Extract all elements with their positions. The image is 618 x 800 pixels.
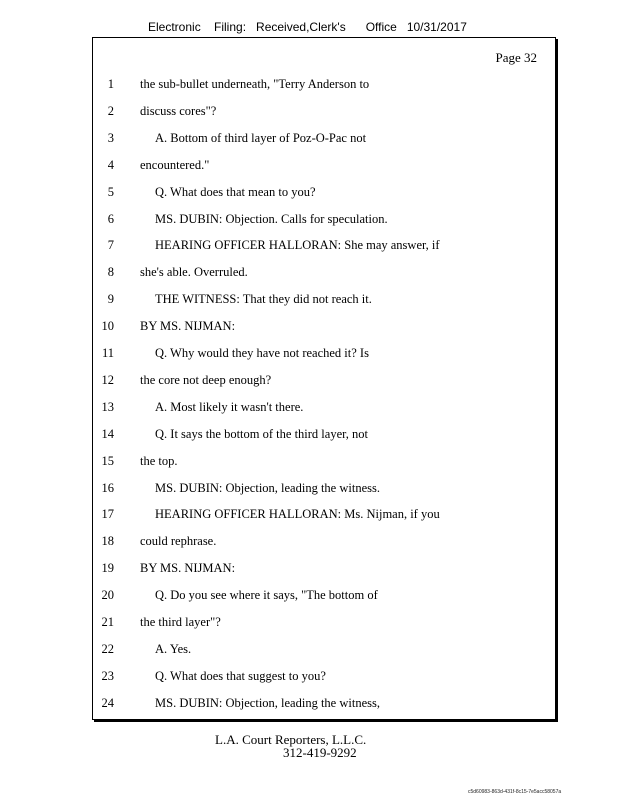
transcript-line (93, 480, 533, 496)
transcript-line (93, 184, 533, 200)
transcript-line (93, 668, 533, 684)
transcript-line (93, 291, 533, 307)
line-text: Q. It says the bottom of the third layer, not (155, 426, 369, 441)
line-text: BY MS. NIJMAN: (140, 561, 236, 576)
line-text: MS. DUBIN: Objection, leading the witness, (155, 695, 380, 710)
line-number: 23 (101, 668, 114, 683)
filing-stamp-header: Electronic Filing: Received,Clerk's Office 10/31/2017 (148, 20, 467, 34)
transcript-line (93, 76, 533, 92)
line-number: 15 (101, 453, 114, 468)
transcript-line (93, 264, 533, 280)
line-text: Q. What does that suggest to you? (155, 668, 326, 683)
line-text: Q. Do you see where it says, "The bottom of (155, 588, 378, 603)
line-number: 9 (107, 292, 114, 307)
line-number: 18 (101, 534, 114, 549)
reporter-phone: 312-419-9292 (283, 745, 357, 760)
line-text: HEARING OFFICER HALLORAN: She may answer, if (155, 238, 440, 253)
line-text: A. Yes. (155, 641, 192, 656)
transcript-line (93, 345, 533, 361)
page-number: Page 32 (495, 50, 537, 65)
line-number: 19 (101, 561, 114, 576)
transcript-page (92, 37, 556, 720)
line-number: 2 (107, 103, 114, 118)
line-number: 21 (101, 615, 114, 629)
transcript-line (93, 237, 533, 253)
line-text: encountered." (140, 157, 210, 172)
line-number: 20 (101, 588, 114, 603)
line-number: 13 (101, 399, 114, 414)
line-number: 6 (107, 211, 114, 226)
transcript-line (93, 614, 533, 630)
line-text: the core not deep enough? (140, 372, 272, 387)
line-number: 10 (101, 319, 114, 334)
line-text: MS. DUBIN: Objection, leading the witness. (155, 480, 380, 495)
transcript-line (93, 695, 533, 711)
line-number: 5 (107, 184, 114, 199)
line-number: 14 (101, 426, 114, 441)
transcript-line (93, 533, 533, 549)
reporter-company: L.A. Court Reporters, L.L.C. (215, 732, 367, 747)
line-text: BY MS. NIJMAN: (140, 319, 236, 334)
transcript-line (93, 506, 533, 522)
line-number: 17 (101, 507, 114, 522)
transcript-line (93, 372, 533, 388)
transcript-line (93, 157, 533, 173)
transcript-line (93, 399, 533, 415)
transcript-line (93, 587, 533, 603)
line-number: 7 (107, 238, 114, 253)
line-text: A. Most likely it wasn't there. (155, 399, 304, 414)
document-id: c5d60983-863d-431f-8c15-7e5acc58057a (468, 789, 562, 795)
line-number: 16 (101, 480, 114, 495)
line-text: discuss cores"? (140, 103, 217, 118)
line-text: HEARING OFFICER HALLORAN: Ms. Nijman, if you (155, 507, 440, 522)
line-number: 24 (101, 695, 114, 710)
line-number: 12 (101, 372, 114, 387)
line-number: 4 (107, 157, 114, 172)
transcript-line (93, 426, 533, 442)
line-text: A. Bottom of third layer of Poz-O-Pac not (155, 130, 367, 145)
transcript-line (93, 103, 533, 119)
line-text: could rephrase. (140, 534, 217, 549)
transcript-line (93, 211, 533, 227)
line-text: MS. DUBIN: Objection. Calls for speculation. (155, 211, 388, 226)
line-text: the third layer"? (140, 615, 221, 629)
line-text: Q. Why would they have not reached it? Is (155, 346, 369, 360)
line-number: 1 (107, 77, 114, 91)
transcript-line (93, 130, 533, 146)
line-text: Q. What does that mean to you? (155, 184, 316, 199)
transcript-line (93, 318, 533, 334)
line-text: she's able. Overruled. (140, 265, 248, 280)
line-text: THE WITNESS: That they did not reach it. (155, 292, 372, 307)
transcript-line (93, 560, 533, 576)
line-number: 8 (107, 265, 114, 280)
line-number: 3 (107, 130, 114, 145)
line-number: 11 (101, 346, 114, 360)
line-text: the top. (140, 453, 178, 468)
transcript-line (93, 453, 533, 469)
line-text: the sub-bullet underneath, "Terry Anderson to (140, 77, 370, 91)
line-number: 22 (101, 641, 114, 656)
transcript-line (93, 641, 533, 657)
